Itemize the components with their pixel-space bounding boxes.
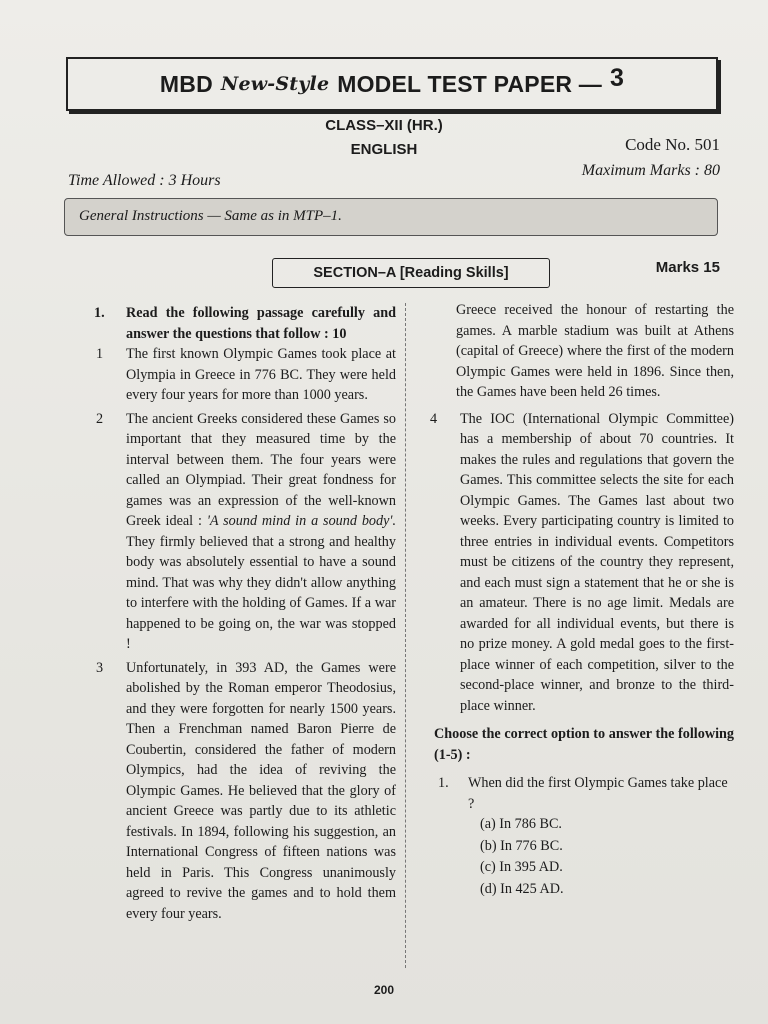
column-divider	[405, 303, 406, 968]
paragraph-number: 4	[430, 410, 438, 427]
mcq-option-b: (b) In 776 BC.	[480, 837, 563, 854]
general-instructions: General Instructions — Same as in MTP–1.	[64, 198, 718, 236]
paragraph-text: The first known Olympic Games took place at Olympia in Greece in 776 BC. They were held every four years for more than 1000 years.	[126, 346, 396, 403]
section-title: SECTION–A [Reading Skills]	[272, 258, 550, 288]
question-heading	[90, 303, 396, 344]
class-line: CLASS–XII (HR.)	[325, 117, 443, 134]
question-number: 1.	[94, 305, 105, 321]
right-column	[424, 300, 734, 900]
title-main: MODEL TEST PAPER —	[337, 70, 602, 97]
left-column	[90, 303, 396, 924]
title-box	[66, 57, 718, 111]
question-text: Read the following passage carefully and answer the questions that follow : 10	[126, 305, 396, 342]
paragraph-text: Unfortunately, in 393 AD, the Games were abolished by the Roman emperor Theodosius, and they were forgotten for nearly 1500 years. Then a Frenchman named Baron Pierre de Coubertin, considered the father of modern Olympics, had the idea of reviving the Olympic Games. He believed that the glory of ancient Greece was partly due to its athletic festivals. In 1894, following his suggestion, an International Congress of fifteen nations was held in Paris. This Congress unanimously agreed to revive the games and to hold them every four years.	[126, 659, 396, 922]
paragraph-number: 3	[96, 659, 104, 676]
mcq-question-1	[424, 773, 734, 814]
paragraph-number: 1	[96, 346, 104, 362]
paragraph-text: The ancient Greeks considered these Games so important that they measured time by the interval between them. The four years were called an Olympiad. Their great fondness for games was an expression of the well-known Greek ideal :	[126, 410, 396, 529]
time-allowed: Time Allowed : 3 Hours	[68, 172, 221, 189]
mcq-text: When did the first Olympic Games take place ?	[468, 775, 728, 812]
title-script: New-Style	[220, 73, 330, 95]
mcq-option-d: (d) In 425 AD.	[480, 880, 564, 897]
mcq-option-c: (c) In 395 AD.	[480, 859, 563, 875]
paragraph-4	[424, 409, 734, 717]
page-number: 200	[373, 983, 395, 997]
paragraph-2	[90, 409, 396, 655]
mcq-number: 1.	[438, 775, 449, 791]
paragraph-1	[90, 344, 396, 406]
mcq-option-a: (a) In 786 BC.	[480, 816, 562, 832]
paragraph-number: 2	[96, 410, 104, 427]
paragraph-text-continued: They firmly believed that a strong and healthy body was absolutely essential to have a sound mind. That was why they didn't allow anything to interfere with the holding of Games. If a war happened to be going on, the war was stopped !	[126, 533, 396, 652]
title-prefix: MBD	[159, 70, 213, 97]
code-number: Code No. 501	[625, 135, 720, 154]
title-number: 3	[609, 63, 625, 92]
section-marks: Marks 15	[655, 259, 720, 276]
paragraph-3	[90, 658, 396, 925]
subject-line: ENGLISH	[350, 141, 418, 158]
maximum-marks: Maximum Marks : 80	[581, 162, 720, 179]
mcq-instruction: Choose the correct option to answer the following (1-5) :	[434, 726, 734, 763]
greek-motto: 'A sound mind in a sound body'.	[206, 513, 396, 529]
paragraph-text: The IOC (International Olympic Committee) has a membership of about 70 countries. It makes the rules and regulations that govern the Games. This committee selects the site for each Olympic Games. The Games last about two weeks. Every participating country is limited to three entries in individual events. Competitors must be citizens of the country they represent, and each must sign a statement that he or she is an amateur. There is no age limit. Medals are awarded for all individual events, but there is no prize money. A gold medal goes to the first-place winner of each competition, silver to the second-place winner, and bronze to the third-place winner.	[460, 410, 734, 714]
paragraph-3-continued: Greece received the honour of restarting the games. A marble stadium was built at Athens (capital of Greece) where the first of the modern Olympic Games were held in 1896. Since then, the Games have been held 26 times.	[456, 302, 734, 400]
